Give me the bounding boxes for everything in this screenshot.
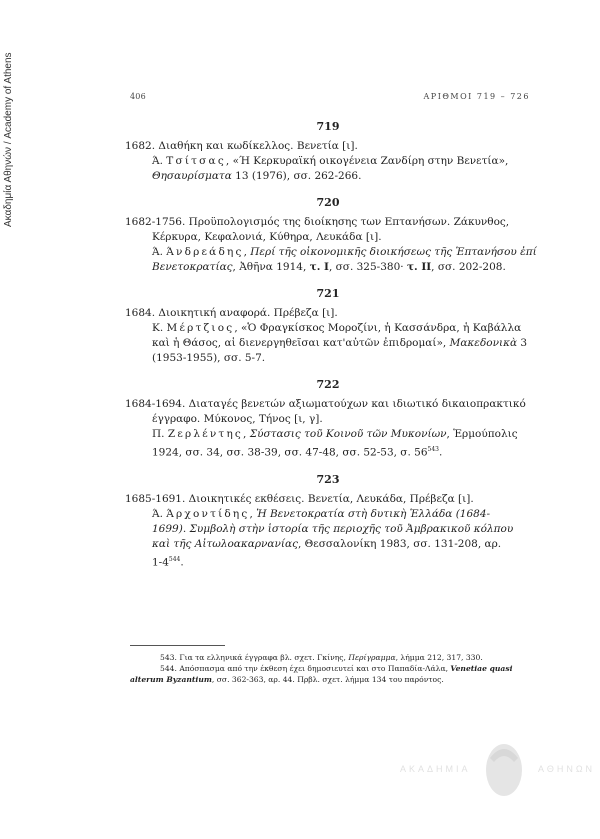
entry-line (125, 336, 531, 351)
text-run: 1684. Διοικητική αναφορά. Πρέβεζα [ι]. (125, 307, 338, 319)
catalogue-entry (125, 473, 531, 571)
catalogue-entry (125, 287, 531, 366)
entry-line (125, 321, 531, 336)
entry-line (125, 427, 531, 442)
text-run: , Ἑρμούπολις (446, 428, 518, 440)
text-run: έγγραφο. Μύκονος, Τήνος [ι, γ]. (152, 413, 323, 425)
running-title: ΑΡΙΘΜΟΙ 719 – 726 (423, 92, 530, 101)
entry-line (125, 412, 531, 427)
italic-title: Venetiae quasi (450, 664, 513, 673)
athena-head-icon (480, 740, 528, 800)
text-run: καὶ ἡ Θάσος, αἱ διενεργηθεῖσαι κατ'αὐτῶν ἐπιδρομαί», (152, 337, 450, 349)
entry-heading-line (125, 215, 531, 230)
entry-line (125, 507, 531, 522)
entry-heading-line (125, 306, 531, 321)
entry-heading-line (125, 492, 531, 507)
text-run: , (243, 428, 250, 440)
entry-number: 722 (316, 378, 340, 391)
entry-heading-line (125, 139, 531, 154)
footnote-line (130, 663, 530, 674)
seal-left-text: ΑΚΑΔΗΜΙΑ (400, 764, 471, 774)
text-run: 1682. Διαθήκη και κωδίκελλος. Βενετία [ι]. (125, 140, 358, 152)
italic-title: Περίγραμμα (348, 653, 396, 662)
text-run: , λήμμα 212, 317, 330. (395, 653, 483, 662)
volume-ref: τ. Ι (309, 261, 329, 273)
entry-line (125, 442, 531, 461)
text-run: 1684-1694. Διαταγές βενετών αξιωματούχων και ιδιωτικό δικαιοπρακτικό (125, 398, 526, 410)
entry-line (125, 230, 531, 245)
text-run: . (180, 556, 184, 568)
text-run: Ά. (152, 155, 167, 167)
entry-line (125, 351, 531, 366)
text-run: Κ. (152, 322, 167, 334)
entry-number: 721 (316, 287, 340, 300)
text-run: 1924, σσ. 34, σσ. 38-39, σσ. 47-48, σσ. 52-53, σ. 56 (152, 446, 428, 459)
seal-right-text: ΑΘΗΝΩΝ (538, 764, 596, 774)
italic-title: 1699). Συμβολὴ στὴν ἱστορία τῆς περιοχῆς τοῦ Ἀμβρακικοῦ κόλπου (152, 522, 514, 535)
entry-line (125, 245, 537, 260)
text-run: , «Ή Κερκυραϊκή οικογένεια Ζανδίρη στην Βενετία», (225, 155, 509, 167)
entry-heading-line (125, 397, 531, 412)
entry-line (125, 260, 531, 275)
footnote-line (130, 674, 530, 685)
footnotes (130, 645, 530, 685)
italic-title: Θησαυρίσματα (152, 170, 232, 182)
catalogue-entry (125, 120, 531, 184)
author-name: Άνδρεάδης (166, 246, 244, 258)
text-run: . (438, 446, 443, 459)
text-run: 13 (1976), σσ. 262-266. (231, 170, 362, 182)
academy-seal-watermark (400, 740, 600, 800)
italic-title: alterum Byzantium (130, 675, 212, 684)
entry-number: 720 (316, 196, 340, 209)
author-name: Μέρτζιος (166, 322, 235, 334)
footnote-ref: 543 (427, 446, 439, 453)
text-run: 1682-1756. Προϋπολογισμός της διοίκησης των Επτανήσων. Ζάκυνθος, (125, 216, 510, 228)
text-run: , σσ. 362-363, αρ. 44. Πρβλ. σχετ. λήμμα 134 του παρόντος. (211, 675, 444, 684)
catalogue-entry (125, 196, 537, 275)
text-run: , (243, 246, 251, 258)
italic-title: Ἡ Βενετοκρατία στὴ δυτικὴ Ἑλλάδα (1684- (256, 507, 491, 520)
text-run: Π. (152, 428, 168, 440)
italic-title: καὶ τῆς Αἰτωλοακαρνανίας (152, 537, 298, 550)
footnote-line (130, 652, 530, 663)
text-run: Ά. (152, 507, 167, 520)
text-run: 543. Για τα ελληνικά έγγραφα βλ. σχετ. Γκίνης, (160, 653, 349, 662)
running-head (130, 92, 530, 101)
volume-ref: τ. ΙΙ (406, 261, 432, 273)
catalogue-entry (125, 378, 531, 461)
catalogue-entries (125, 120, 537, 582)
entry-line (125, 154, 531, 169)
text-run: , σσ. 202-208. (431, 261, 506, 273)
italic-title: Περί τῆς οἰκονομικῆς διοικήσεως τῆς Ἑπτανήσου ἐπί (250, 246, 537, 258)
entry-number: 719 (316, 120, 340, 133)
author-name: Άρχοντίδης (166, 507, 250, 520)
text-run: , (249, 507, 257, 520)
text-run: 3 (517, 337, 528, 349)
footnote-ref: 544 (168, 555, 181, 563)
text-run: 1685-1691. Διοικητικές εκθέσεις. Βενετία, Λευκάδα, Πρέβεζα [ι]. (125, 492, 474, 505)
entry-line (125, 537, 531, 552)
text-run: 544. Απόσπασμα από την έκθεση έχει δημοσιευτεί και στο Παπαδία-Λάλα, (160, 664, 451, 673)
page-number: 406 (130, 92, 146, 101)
entry-line (125, 552, 531, 571)
text-run: 1-4 (152, 556, 169, 568)
footnote-list (130, 652, 530, 685)
text-run: , «Ὁ Φραγκίσκος Μοροζίνι, ἡ Κασσάνδρα, ἡ Καβάλλα (234, 322, 522, 334)
entry-line (125, 522, 531, 537)
italic-title: Βενετοκρατίας (152, 261, 233, 273)
text-run: Ά. (152, 246, 167, 258)
entry-line (125, 169, 531, 184)
author-name: Τσίτσας (166, 155, 226, 167)
text-run: Κέρκυρα, Κεφαλονιά, Κύθηρα, Λευκάδα [ι]. (152, 231, 382, 243)
italic-title: Σύστασις τοῦ Κοινοῦ τῶν Μυκονίων (249, 428, 447, 440)
text-run: (1953-1955), σσ. 5-7. (152, 352, 266, 364)
archive-watermark-label: Ακαδημία Αθηνών / Academy of Athens (3, 52, 14, 228)
text-run: , Ἀθῆνα 1914, (232, 261, 310, 273)
author-name: Ζερλέντης (167, 428, 244, 440)
text-run: , σσ. 325-380· (328, 261, 407, 273)
text-run: , Θεσσαλονίκη 1983, σσ. 131-208, αρ. (297, 537, 502, 550)
entry-number: 723 (316, 472, 340, 486)
italic-title: Μακεδονικὰ (449, 337, 518, 349)
footnote-rule (130, 645, 225, 646)
